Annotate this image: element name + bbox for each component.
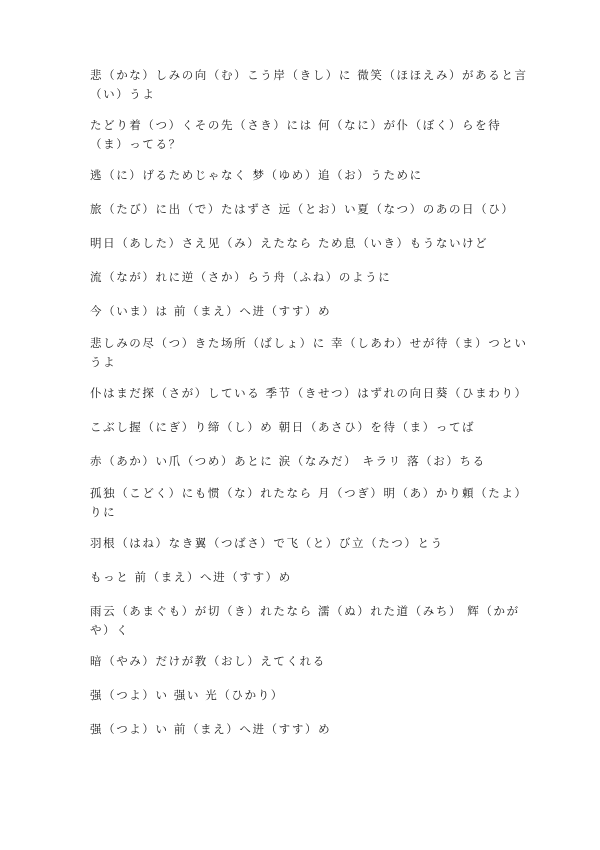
lyric-line: 悲（かな）しみの向（む）こう岸（きし）に 微笑（ほほえみ）があると言（い）うよ xyxy=(90,68,528,101)
lyric-line: 明日（あした）さえ见（み）えたなら ため息（いき）もうないけど xyxy=(90,236,489,250)
lyric-line: 雨云（あまぐも）が切（き）れたなら 濡（ぬ）れた道（みち） 辉（かがや）く xyxy=(90,604,520,637)
lyric-line: 旅（たび）に出（で）たはずさ 远（とお）い夏（なつ）のあの日（ひ） xyxy=(90,202,515,216)
lyric-line: 赤（あか）い爪（つめ）あとに 涙（なみだ） キラリ 落（お）ちる xyxy=(90,454,486,468)
lyric-line: 羽根（はね）なき翼（つばさ）で飞（と）び立（たつ）とう xyxy=(90,536,444,550)
lyric-line: 孤独（こどく）にも惯（な）れたなら 月（つぎ）明（あ）かり頼（たよ）りに xyxy=(90,486,528,519)
lyric-line: 悲しみの尽（つ）きた场所（ばしょ）に 幸（しあわ）せが待（ま）つというよ xyxy=(90,336,528,369)
lyric-line: 暗（やみ）だけが教（おし）えてくれる xyxy=(90,654,326,668)
lyric-line: 今（いま）は 前（まえ）へ进（すす）め xyxy=(90,304,332,318)
lyric-line: 强（つよ）い 强い 光（ひかり） xyxy=(90,688,284,702)
lyric-line: 流（なが）れに逆（さか）らう舟（ふね）のように xyxy=(90,270,392,284)
lyric-line: 仆はまだ探（さが）している 季节（きせつ）はずれの向日葵（ひまわり） xyxy=(90,386,528,400)
lyric-line: もっと 前（まえ）へ进（すす）め xyxy=(90,570,292,584)
lyric-line: たどり着（つ）くその先（さき）には 何（なに）が仆（ぼく）らを待（ま）ってる？ xyxy=(90,118,502,151)
lyric-line: こぶし握（にぎ）り缔（し）め 朝日（あさひ）を待（ま）ってば xyxy=(90,420,476,434)
lyric-line: 逃（に）げるためじゃなく 梦（ゆめ）追（お）うために xyxy=(90,168,423,182)
lyrics-body xyxy=(90,66,530,739)
lyric-line: 强（つよ）い 前（まえ）へ进（すす）め xyxy=(90,722,332,736)
